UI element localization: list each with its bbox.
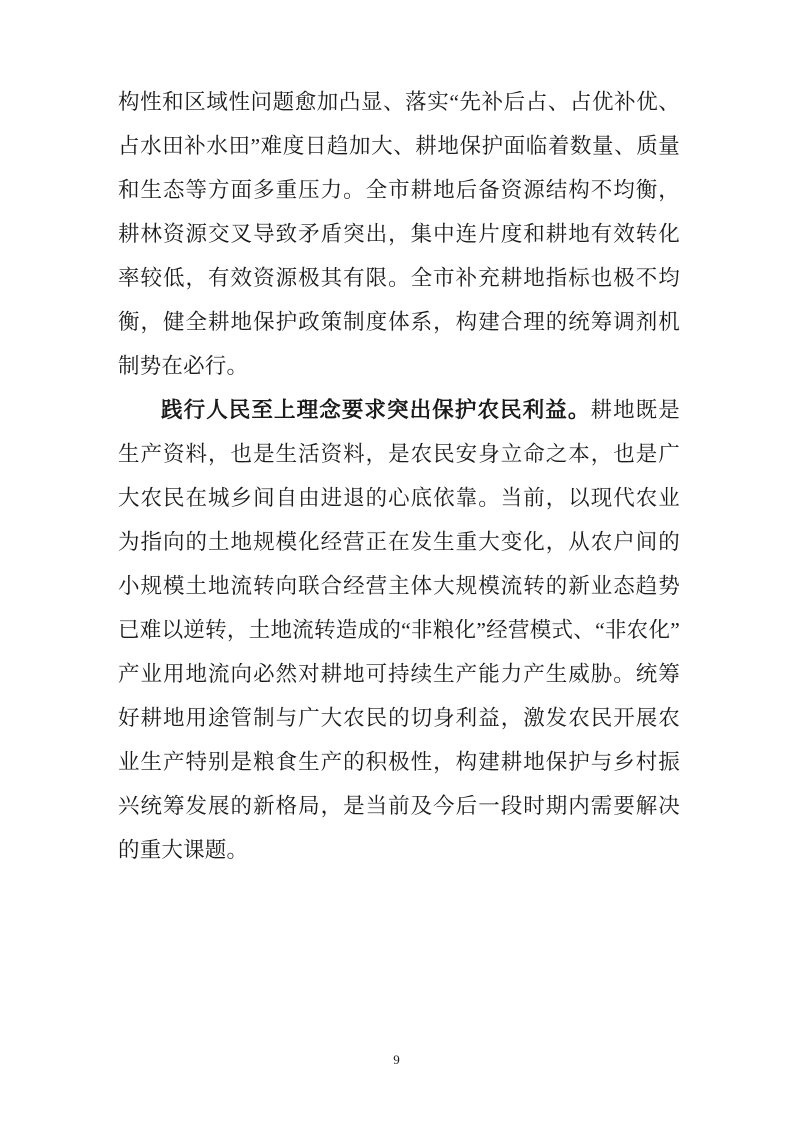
page-content xyxy=(118,80,680,872)
paragraph-1 xyxy=(118,80,680,388)
paragraph-2-lead: 践行人民至上理念要求突出保护农民利益。 xyxy=(161,398,591,422)
paragraph-2 xyxy=(118,388,680,872)
page-number: 9 xyxy=(393,1052,400,1067)
paragraph-2-text: 耕地既是生产资料，也是生活资料，是农民安身立命之本，也是广大农民在城乡间自由进退的心底依靠。当前，以现代农业为指向的土地规模化经营正在发生重大变化，从农户间的小规模土地流转向联合经营主体大规模流转的新业态趋势已难以逆转，土地流转造成的“非粮化”经营模式、“非农化”产业用地流向必然对耕地可持续生产能力产生威胁。统筹好耕地用途管制与广大农民的切身利益，激发农民开展农业生产特别是粮食生产的积极性，构建耕地保护与乡村振兴统筹发展的新格局，是当前及今后一段时期内需要解决的重大课题。 xyxy=(118,398,680,862)
paragraph-1-text: 构性和区域性问题愈加凸显、落实“先补后占、占优补优、占水田补水田”难度日趋加大、耕地保护面临着数量、质量和生态等方面多重压力。全市耕地后备资源结构不均衡，耕林资源交叉导致矛盾突出，集中连片度和耕地有效转化率较低，有效资源极其有限。全市补充耕地指标也极不均衡，健全耕地保护政策制度体系，构建合理的统筹调剂机制势在必行。 xyxy=(118,90,680,378)
